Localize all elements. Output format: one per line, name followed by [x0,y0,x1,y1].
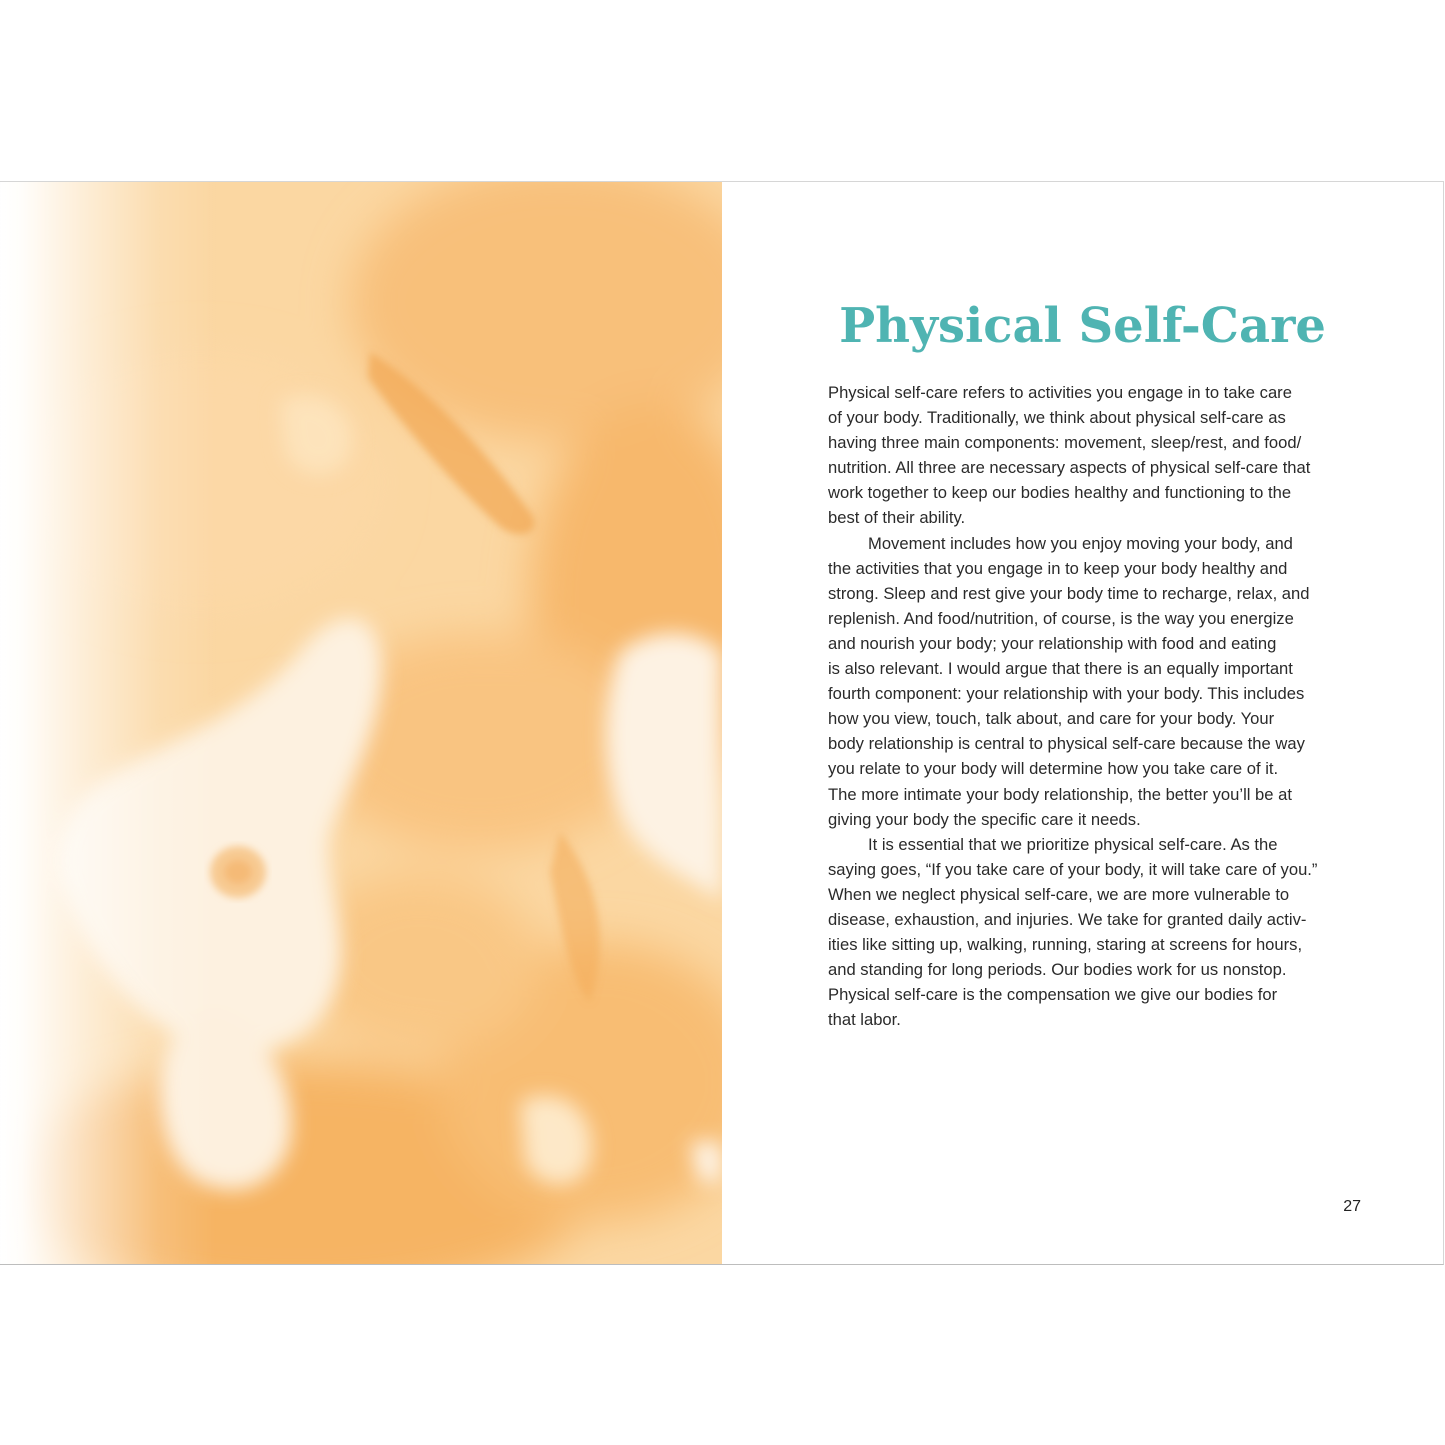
body-text-line: and standing for long periods. Our bodies work for us nonstop. [828,960,1287,980]
body-text-line: It is essential that we prioritize physical self-care. As the [868,834,1278,854]
body-text-line: that labor. [828,1010,901,1030]
watercolor-image [0,182,722,1264]
body-text-line: Physical self-care refers to activities you engage in to take care [828,383,1292,402]
body-text-line: saying goes, “If you take care of your body, it will take care of you.” [828,859,1318,879]
body-text-line: body relationship is central to physical self-care because the way [828,734,1305,754]
body-text-line: best of their ability. [828,508,966,528]
left-page-watercolor [0,182,722,1264]
page-number: 27 [1343,1198,1361,1215]
body-text-line: and nourish your body; your relationship with food and eating [828,633,1277,653]
body-text-line: giving your body the specific care it needs. [828,809,1141,829]
body-text-line: replenish. And food/nutrition, of course, is the way you energize [828,608,1294,628]
body-text-line: disease, exhaustion, and injuries. We take for granted daily activ- [828,909,1307,929]
body-text-line: strong. Sleep and rest give your body time to recharge, relax, and [828,583,1310,603]
body-text-line: is also relevant. I would argue that there is an equally important [828,659,1293,679]
body-text [828,380,1368,1032]
page-title: Physical Self-Care [839,298,1326,354]
body-text-line: you relate to your body will determine how you take care of it. [828,759,1279,779]
body-text-line: nutrition. All three are necessary aspects of physical self-care that [828,458,1311,478]
right-page [722,182,1443,1264]
body-text-line: ities like sitting up, walking, running, staring at screens for hours, [828,935,1303,955]
body-text-line: the activities that you engage in to keep your body healthy and [828,558,1288,578]
body-text-line: having three main components: movement, sleep/rest, and food/ [828,433,1302,453]
body-text-line: how you view, touch, talk about, and care for your body. Your [828,709,1275,729]
body-text-line: of your body. Traditionally, we think about physical self-care as [828,408,1286,428]
book-spread [0,181,1444,1265]
body-text-line: When we neglect physical self-care, we are more vulnerable to [828,884,1290,904]
body-text-line: fourth component: your relationship with your body. This includes [828,684,1305,704]
body-text-line: work together to keep our bodies healthy and functioning to the [828,483,1292,503]
body-text-line: Physical self-care is the compensation we give our bodies for [828,985,1278,1005]
body-text-line: The more intimate your body relationship, the better you’ll be at [828,784,1292,804]
body-text-line: Movement includes how you enjoy moving your body, and [868,533,1293,553]
